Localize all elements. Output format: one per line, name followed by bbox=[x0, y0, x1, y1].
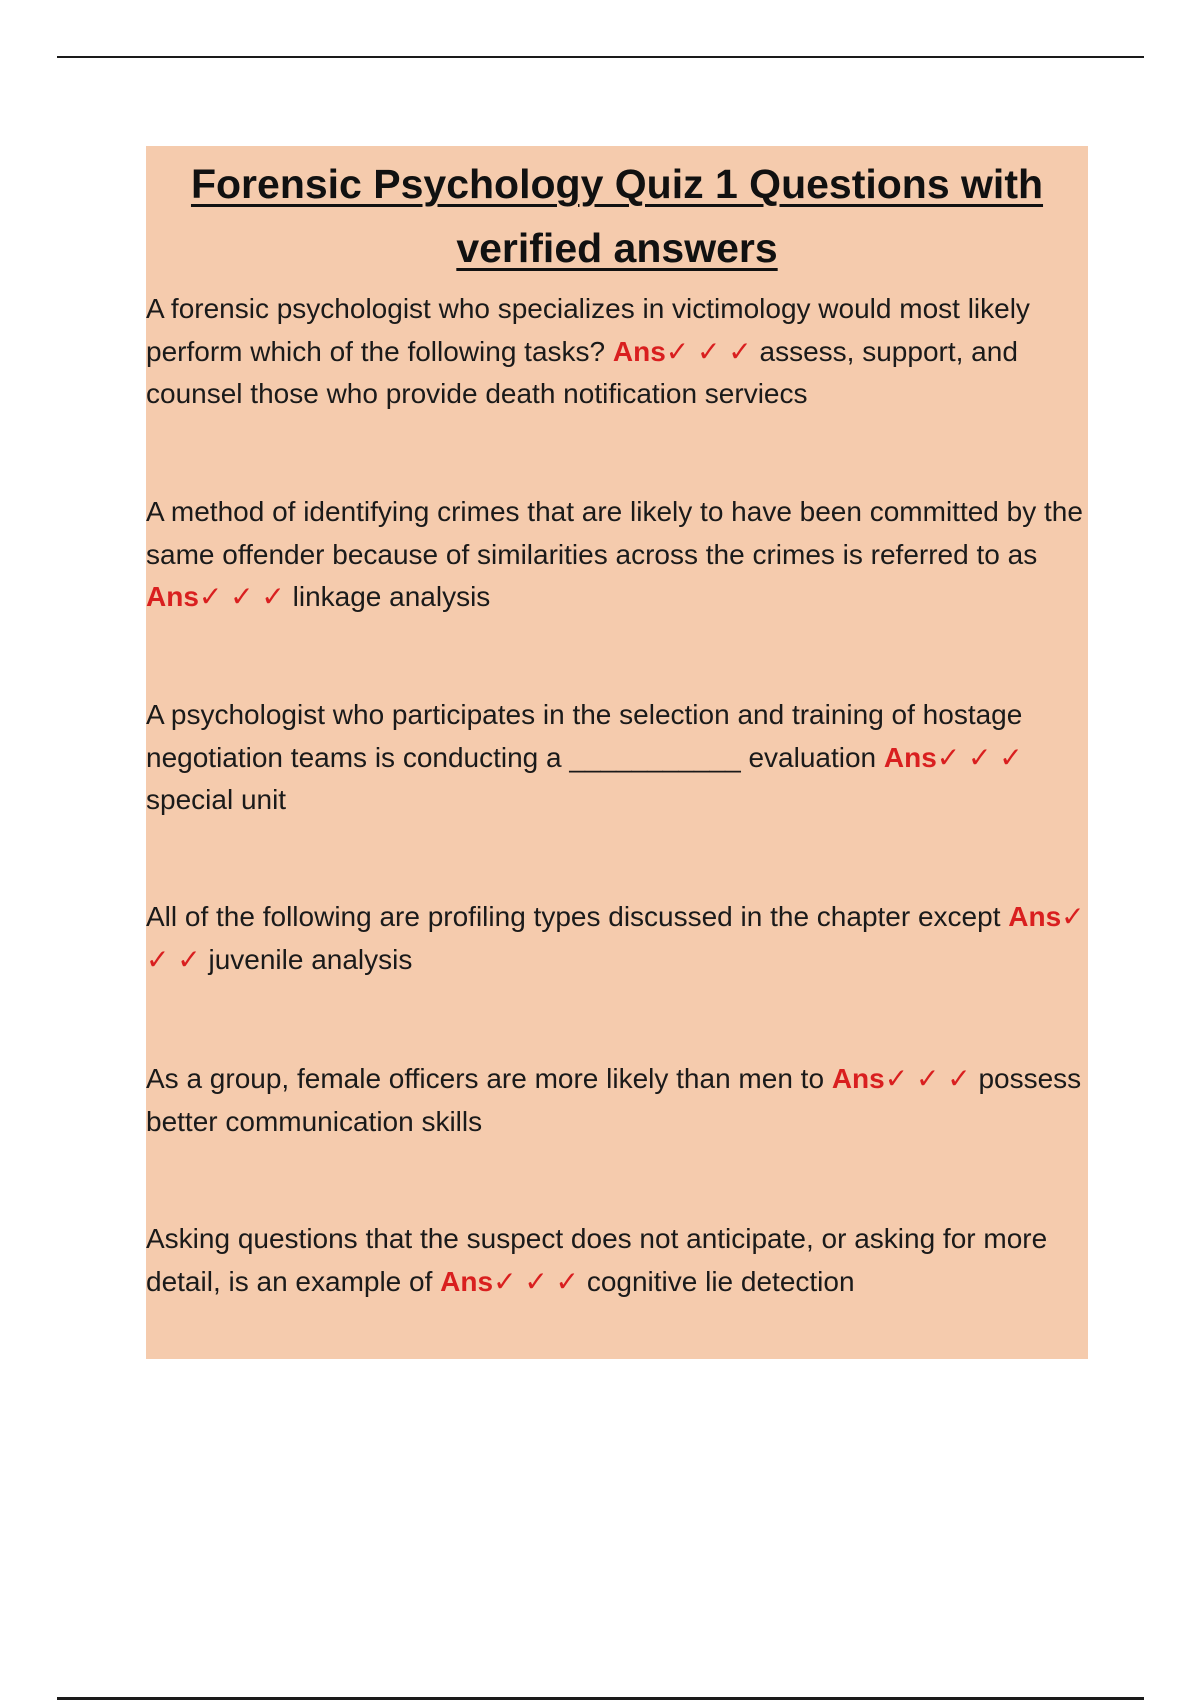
question-text: A psychologist who participates in the selection and training of hostage negotiation teams is conducting a ___________ evaluation bbox=[146, 699, 1023, 773]
qa-item-2 bbox=[146, 491, 1086, 619]
checkmark-icon: ✓ ✓ ✓ bbox=[884, 1063, 971, 1094]
answer-marker: Ans bbox=[440, 1265, 494, 1297]
document-title bbox=[146, 146, 1088, 280]
question-text: A method of identifying crimes that are likely to have been committed by the same offender because of similarities across the crimes is referred to as bbox=[146, 496, 1083, 570]
answer-marker: Ans bbox=[883, 741, 937, 773]
title-line-2: verified answers bbox=[456, 225, 778, 271]
answer-marker: Ans bbox=[831, 1063, 885, 1094]
checkmark-icon: ✓ ✓ ✓ bbox=[198, 581, 285, 612]
qa-item-6 bbox=[146, 1218, 1086, 1303]
checkmark-icon: ✓ ✓ ✓ bbox=[936, 741, 1023, 773]
answer-marker: Ans bbox=[146, 581, 199, 612]
answer-marker: Ans bbox=[612, 335, 666, 367]
question-text: A forensic psychologist who specializes in victimology would most likely perform which of the following tasks? bbox=[146, 293, 1030, 367]
answer-text: cognitive lie detection bbox=[586, 1265, 855, 1297]
answer-text: possess better communication skills bbox=[146, 1063, 1082, 1137]
title-line-1: Forensic Psychology Quiz 1 Questions with bbox=[190, 161, 1044, 207]
qa-item-1 bbox=[146, 288, 1086, 416]
answer-text: special unit bbox=[146, 784, 287, 815]
answer-text: juvenile analysis bbox=[208, 943, 413, 975]
qa-item-3 bbox=[146, 694, 1086, 822]
answer-text: assess, support, and counsel those who provide death notification serviecs bbox=[146, 335, 1018, 409]
answer-marker: Ans bbox=[1008, 901, 1062, 932]
quiz-panel bbox=[146, 146, 1088, 1359]
header-rule bbox=[57, 56, 1144, 58]
qa-item-5 bbox=[146, 1058, 1086, 1143]
checkmark-icon: ✓ ✓ ✓ bbox=[146, 901, 1085, 975]
checkmark-icon: ✓ ✓ ✓ bbox=[493, 1265, 580, 1297]
question-text: As a group, female officers are more likely than men to bbox=[146, 1063, 825, 1094]
question-text: Asking questions that the suspect does not anticipate, or asking for more detail, is an example of bbox=[146, 1223, 1048, 1297]
qa-item-4 bbox=[146, 896, 1086, 981]
answer-text: linkage analysis bbox=[292, 581, 491, 612]
question-text: All of the following are profiling types discussed in the chapter except bbox=[146, 901, 1001, 932]
checkmark-icon: ✓ ✓ ✓ bbox=[665, 335, 752, 367]
